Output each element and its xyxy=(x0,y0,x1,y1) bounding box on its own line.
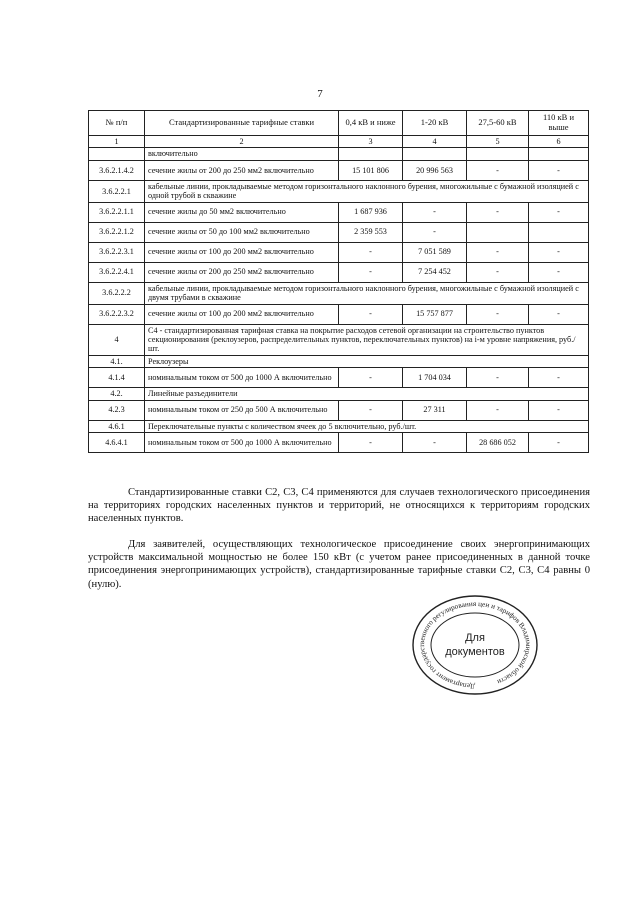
table-row xyxy=(89,262,589,282)
rate-27-60kv: 28 686 052 xyxy=(467,433,529,453)
row-number: 3.6.2.2.1 xyxy=(89,180,145,202)
seal-ring-text: Департамент государственного регулирования цен и тарифов Владимирской области xyxy=(418,599,533,691)
seal-inner-ring xyxy=(431,613,519,677)
table-row xyxy=(89,368,589,388)
row-number: 4.6.4.1 xyxy=(89,433,145,453)
rate-0-4kv: - xyxy=(339,242,403,262)
table-row xyxy=(89,282,589,304)
row-description: сечение жилы от 200 до 250 мм2 включительно xyxy=(145,160,339,180)
row-number: 3.6.2.2.1.1 xyxy=(89,202,145,222)
row-number: 3.6.2.2.3.1 xyxy=(89,242,145,262)
row-number xyxy=(89,148,145,160)
rate-0-4kv: 1 687 936 xyxy=(339,202,403,222)
rate-27-60kv: - xyxy=(467,368,529,388)
rate-110kv: - xyxy=(529,242,589,262)
table-row xyxy=(89,324,589,355)
table-row xyxy=(89,304,589,324)
paragraph-applicability xyxy=(88,486,590,526)
row-number: 3.6.2.1.4.2 xyxy=(89,160,145,180)
table-row xyxy=(89,180,589,202)
rate-110kv: - xyxy=(529,202,589,222)
table-row xyxy=(89,420,589,432)
rate-1-20kv: - xyxy=(403,202,467,222)
rate-1-20kv: 7 254 452 xyxy=(403,262,467,282)
column-number: 5 xyxy=(467,136,529,148)
rate-27-60kv xyxy=(467,222,529,242)
rate-27-60kv: - xyxy=(467,262,529,282)
header-cell: 1-20 кВ xyxy=(403,111,467,136)
page-number: 7 xyxy=(317,88,323,100)
rate-1-20kv: - xyxy=(403,433,467,453)
column-number: 6 xyxy=(529,136,589,148)
column-number: 1 xyxy=(89,136,145,148)
rate-110kv: - xyxy=(529,262,589,282)
table-row xyxy=(89,355,589,367)
header-cell: 27,5-60 кВ xyxy=(467,111,529,136)
header-cell: Стандартизированные тарифные ставки xyxy=(145,111,339,136)
tariff-table xyxy=(88,110,589,453)
rate-0-4kv: - xyxy=(339,304,403,324)
rate-0-4kv: - xyxy=(339,368,403,388)
column-number: 4 xyxy=(403,136,467,148)
rate-1-20kv: 15 757 877 xyxy=(403,304,467,324)
row-section-title: кабельные линии, прокладываемые методом горизонтального наклонного бурения, многожильные с бумажной изоляцией с двумя трубами в скважине xyxy=(145,282,589,304)
row-description: сечение жилы от 100 до 200 мм2 включительно xyxy=(145,242,339,262)
paragraph-exemption xyxy=(88,538,590,591)
header-cell: № п/п xyxy=(89,111,145,136)
row-description: номинальным током от 500 до 1000 А включительно xyxy=(145,433,339,453)
rate-1-20kv: 27 311 xyxy=(403,400,467,420)
rate-27-60kv: - xyxy=(467,304,529,324)
row-description: сечение жилы от 50 до 100 мм2 включительно xyxy=(145,222,339,242)
rate-0-4kv: 2 359 553 xyxy=(339,222,403,242)
row-description: номинальным током от 250 до 500 А включительно xyxy=(145,400,339,420)
row-section-title: Переключательные пункты с количеством ячеек до 5 включительно, руб./шт. xyxy=(145,420,589,432)
row-description: включительно xyxy=(145,148,339,160)
row-section-title: Реклоузеры xyxy=(145,355,589,367)
rate-0-4kv: - xyxy=(339,400,403,420)
seal-outer-ring xyxy=(413,596,537,694)
row-description: сечение жилы от 100 до 200 мм2 включительно xyxy=(145,304,339,324)
rate-110kv: - xyxy=(529,400,589,420)
header-cell: 0,4 кВ и ниже xyxy=(339,111,403,136)
rate-110kv: - xyxy=(529,433,589,453)
row-description: сечение жилы до 50 мм2 включительно xyxy=(145,202,339,222)
rate-27-60kv: - xyxy=(467,160,529,180)
rate-110kv: - xyxy=(529,304,589,324)
rate-110kv xyxy=(529,148,589,160)
header-cell: 110 кВ и выше xyxy=(529,111,589,136)
rate-0-4kv: - xyxy=(339,262,403,282)
rate-27-60kv: - xyxy=(467,400,529,420)
table-header-row xyxy=(89,111,589,136)
seal-center-text: Для xyxy=(465,632,485,644)
row-number: 4.2. xyxy=(89,388,145,400)
row-number: 4.6.1 xyxy=(89,420,145,432)
seal-center-text: документов xyxy=(445,646,505,658)
table-row xyxy=(89,388,589,400)
row-number: 3.6.2.2.2 xyxy=(89,282,145,304)
paragraph-text: Для заявителей, осуществляющих технологическое присоединение своих энергопринимающих устройств максимальной мощностью не более 150 кВт (с учетом ранее присоединенных в данной точке присоединения энергопринимающих устройств), стандартизированные тарифные ставки C2, C3, C4 равны 0 (нулю). xyxy=(88,539,590,590)
row-number: 4.2.3 xyxy=(89,400,145,420)
table-row xyxy=(89,222,589,242)
row-number: 4.1.4 xyxy=(89,368,145,388)
rate-110kv xyxy=(529,222,589,242)
table-body xyxy=(89,148,589,453)
row-number: 3.6.2.2.3.2 xyxy=(89,304,145,324)
rate-1-20kv: - xyxy=(403,222,467,242)
rate-1-20kv xyxy=(403,148,467,160)
rate-1-20kv: 7 051 589 xyxy=(403,242,467,262)
rate-110kv: - xyxy=(529,368,589,388)
row-section-title: C4 - стандартизированная тарифная ставка на покрытие расходов сетевой организации на строительство пунктов секционирования (реклоузеров, распределительных пунктов, переключательных пунктов) на i-м уровне напряжения, руб./шт. xyxy=(145,324,589,355)
row-number: 4 xyxy=(89,324,145,355)
rate-0-4kv xyxy=(339,148,403,160)
rate-27-60kv: - xyxy=(467,202,529,222)
row-number: 3.6.2.2.1.2 xyxy=(89,222,145,242)
column-number: 2 xyxy=(145,136,339,148)
column-number-row xyxy=(89,136,589,148)
rate-110kv: - xyxy=(529,160,589,180)
table-row xyxy=(89,400,589,420)
rate-27-60kv: - xyxy=(467,242,529,262)
department-seal xyxy=(410,592,540,696)
rate-0-4kv: - xyxy=(339,433,403,453)
table-row xyxy=(89,148,589,160)
rate-0-4kv: 15 101 806 xyxy=(339,160,403,180)
row-section-title: кабельные линии, прокладываемые методом горизонтального наклонного бурения, многожильные с бумажной изоляцией с одной трубой в скважине xyxy=(145,180,589,202)
rate-27-60kv xyxy=(467,148,529,160)
row-description: номинальным током от 500 до 1000 А включительно xyxy=(145,368,339,388)
row-section-title: Линейные разъединители xyxy=(145,388,589,400)
row-description: сечение жилы от 200 до 250 мм2 включительно xyxy=(145,262,339,282)
table-row xyxy=(89,202,589,222)
rate-1-20kv: 20 996 563 xyxy=(403,160,467,180)
row-number: 3.6.2.2.4.1 xyxy=(89,262,145,282)
table-row xyxy=(89,160,589,180)
paragraph-text: Стандартизированные ставки C2, C3, C4 применяются для случаев технологического присоединения на территориях городских населенных пунктов и территорий, не относящихся к территориям городских населенных пунктов. xyxy=(88,487,590,525)
rate-1-20kv: 1 704 034 xyxy=(403,368,467,388)
table-row xyxy=(89,242,589,262)
column-number: 3 xyxy=(339,136,403,148)
table-row xyxy=(89,433,589,453)
row-number: 4.1. xyxy=(89,355,145,367)
